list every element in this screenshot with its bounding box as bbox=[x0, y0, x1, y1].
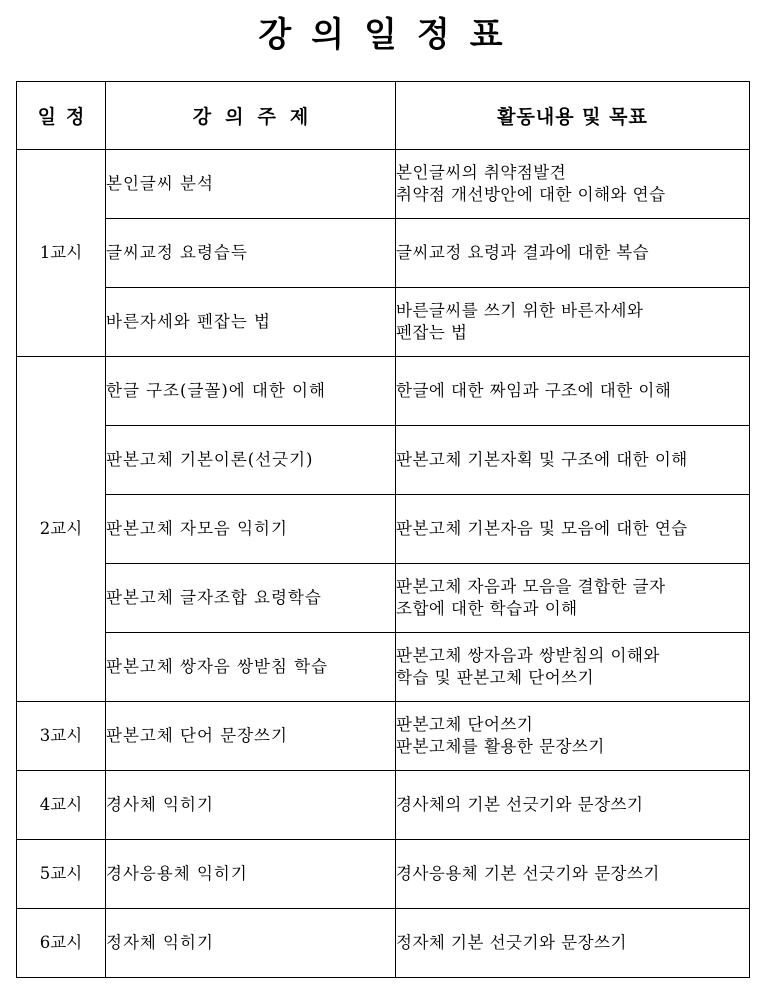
activity-cell: 글씨교정 요령과 결과에 대한 복습 bbox=[396, 219, 750, 288]
table-row bbox=[17, 840, 750, 909]
activity-cell: 한글에 대한 짜임과 구조에 대한 이해 bbox=[396, 357, 750, 426]
activity-cell: 판본고체 단어쓰기 판본고체를 활용한 문장쓰기 bbox=[396, 702, 750, 771]
activity-cell: 판본고체 자음과 모음을 결합한 글자 조합에 대한 학습과 이해 bbox=[396, 564, 750, 633]
topic-cell: 경사체 익히기 bbox=[106, 771, 396, 840]
header-activity: 활동내용 및 목표 bbox=[396, 82, 750, 150]
activity-cell: 본인글씨의 취약점발견 취약점 개선방안에 대한 이해와 연습 bbox=[396, 150, 750, 219]
table-row bbox=[17, 702, 750, 771]
table-header-row bbox=[17, 82, 750, 150]
header-day: 일정 bbox=[17, 82, 106, 150]
table-row bbox=[17, 150, 750, 219]
table-row bbox=[17, 426, 750, 495]
table-row bbox=[17, 288, 750, 357]
topic-cell: 판본고체 글자조합 요령학습 bbox=[106, 564, 396, 633]
session-day-cell: 3교시 bbox=[17, 702, 106, 771]
topic-cell: 글씨교정 요령습득 bbox=[106, 219, 396, 288]
table-row bbox=[17, 771, 750, 840]
schedule-table bbox=[16, 81, 750, 978]
table-row bbox=[17, 495, 750, 564]
table-row bbox=[17, 357, 750, 426]
topic-cell: 바른자세와 펜잡는 법 bbox=[106, 288, 396, 357]
topic-cell: 판본고체 기본이론(선긋기) bbox=[106, 426, 396, 495]
activity-cell: 경사체의 기본 선긋기와 문장쓰기 bbox=[396, 771, 750, 840]
activity-cell: 판본고체 기본자음 및 모음에 대한 연습 bbox=[396, 495, 750, 564]
session-day-cell: 2교시 bbox=[17, 357, 106, 702]
topic-cell: 한글 구조(글꼴)에 대한 이해 bbox=[106, 357, 396, 426]
activity-cell: 판본고체 쌍자음과 쌍받침의 이해와 학습 및 판본고체 단어쓰기 bbox=[396, 633, 750, 702]
activity-cell: 바른글씨를 쓰기 위한 바른자세와 펜잡는 법 bbox=[396, 288, 750, 357]
activity-cell: 판본고체 기본자획 및 구조에 대한 이해 bbox=[396, 426, 750, 495]
session-day-cell: 4교시 bbox=[17, 771, 106, 840]
topic-cell: 판본고체 쌍자음 쌍받침 학습 bbox=[106, 633, 396, 702]
session-day-cell: 6교시 bbox=[17, 909, 106, 978]
session-day-cell: 5교시 bbox=[17, 840, 106, 909]
topic-cell: 판본고체 단어 문장쓰기 bbox=[106, 702, 396, 771]
topic-cell: 정자체 익히기 bbox=[106, 909, 396, 978]
table-row bbox=[17, 219, 750, 288]
topic-cell: 본인글씨 분석 bbox=[106, 150, 396, 219]
activity-cell: 정자체 기본 선긋기와 문장쓰기 bbox=[396, 909, 750, 978]
activity-cell: 경사응용체 기본 선긋기와 문장쓰기 bbox=[396, 840, 750, 909]
table-row bbox=[17, 564, 750, 633]
session-day-cell: 1교시 bbox=[17, 150, 106, 357]
page-title: 강의일정표 bbox=[258, 15, 523, 55]
topic-cell: 경사응용체 익히기 bbox=[106, 840, 396, 909]
table-row bbox=[17, 909, 750, 978]
topic-cell: 판본고체 자모음 익히기 bbox=[106, 495, 396, 564]
table-row bbox=[17, 633, 750, 702]
header-topic: 강의주제 bbox=[106, 82, 396, 150]
